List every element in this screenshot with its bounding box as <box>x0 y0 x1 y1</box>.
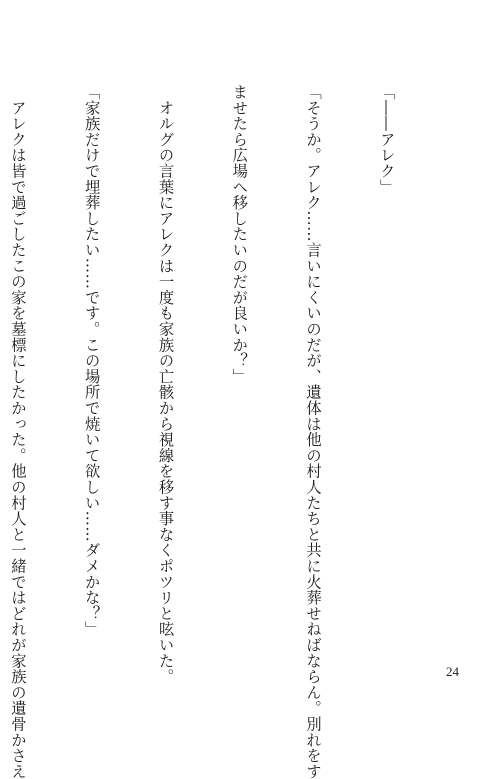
text-line: 「――アレク」 <box>377 84 396 195</box>
page-number: 24 <box>446 664 459 679</box>
text-line: 「そうか。アレク……言いにくいのだが、遺体は他の村人たちと共に火葬せねばならん。別れをす <box>304 84 323 779</box>
text-line: ませたら広場へ移したいのだが良いか？」 <box>230 84 249 385</box>
text-line: 「家族だけで埋葬したい……です。この場所で焼いて欲しい……ダメかな？」 <box>82 84 101 637</box>
body-text <box>0 84 448 779</box>
text-line: アレクは皆で過ごしたこの家を墓標にしたかった。他の村人と一緒ではどれが家族の遺骨かさえ <box>8 84 27 779</box>
text-line: オルグの言葉にアレクは一度も家族の亡骸から視線を移す事なくポツリと呟いた。 <box>156 84 175 685</box>
